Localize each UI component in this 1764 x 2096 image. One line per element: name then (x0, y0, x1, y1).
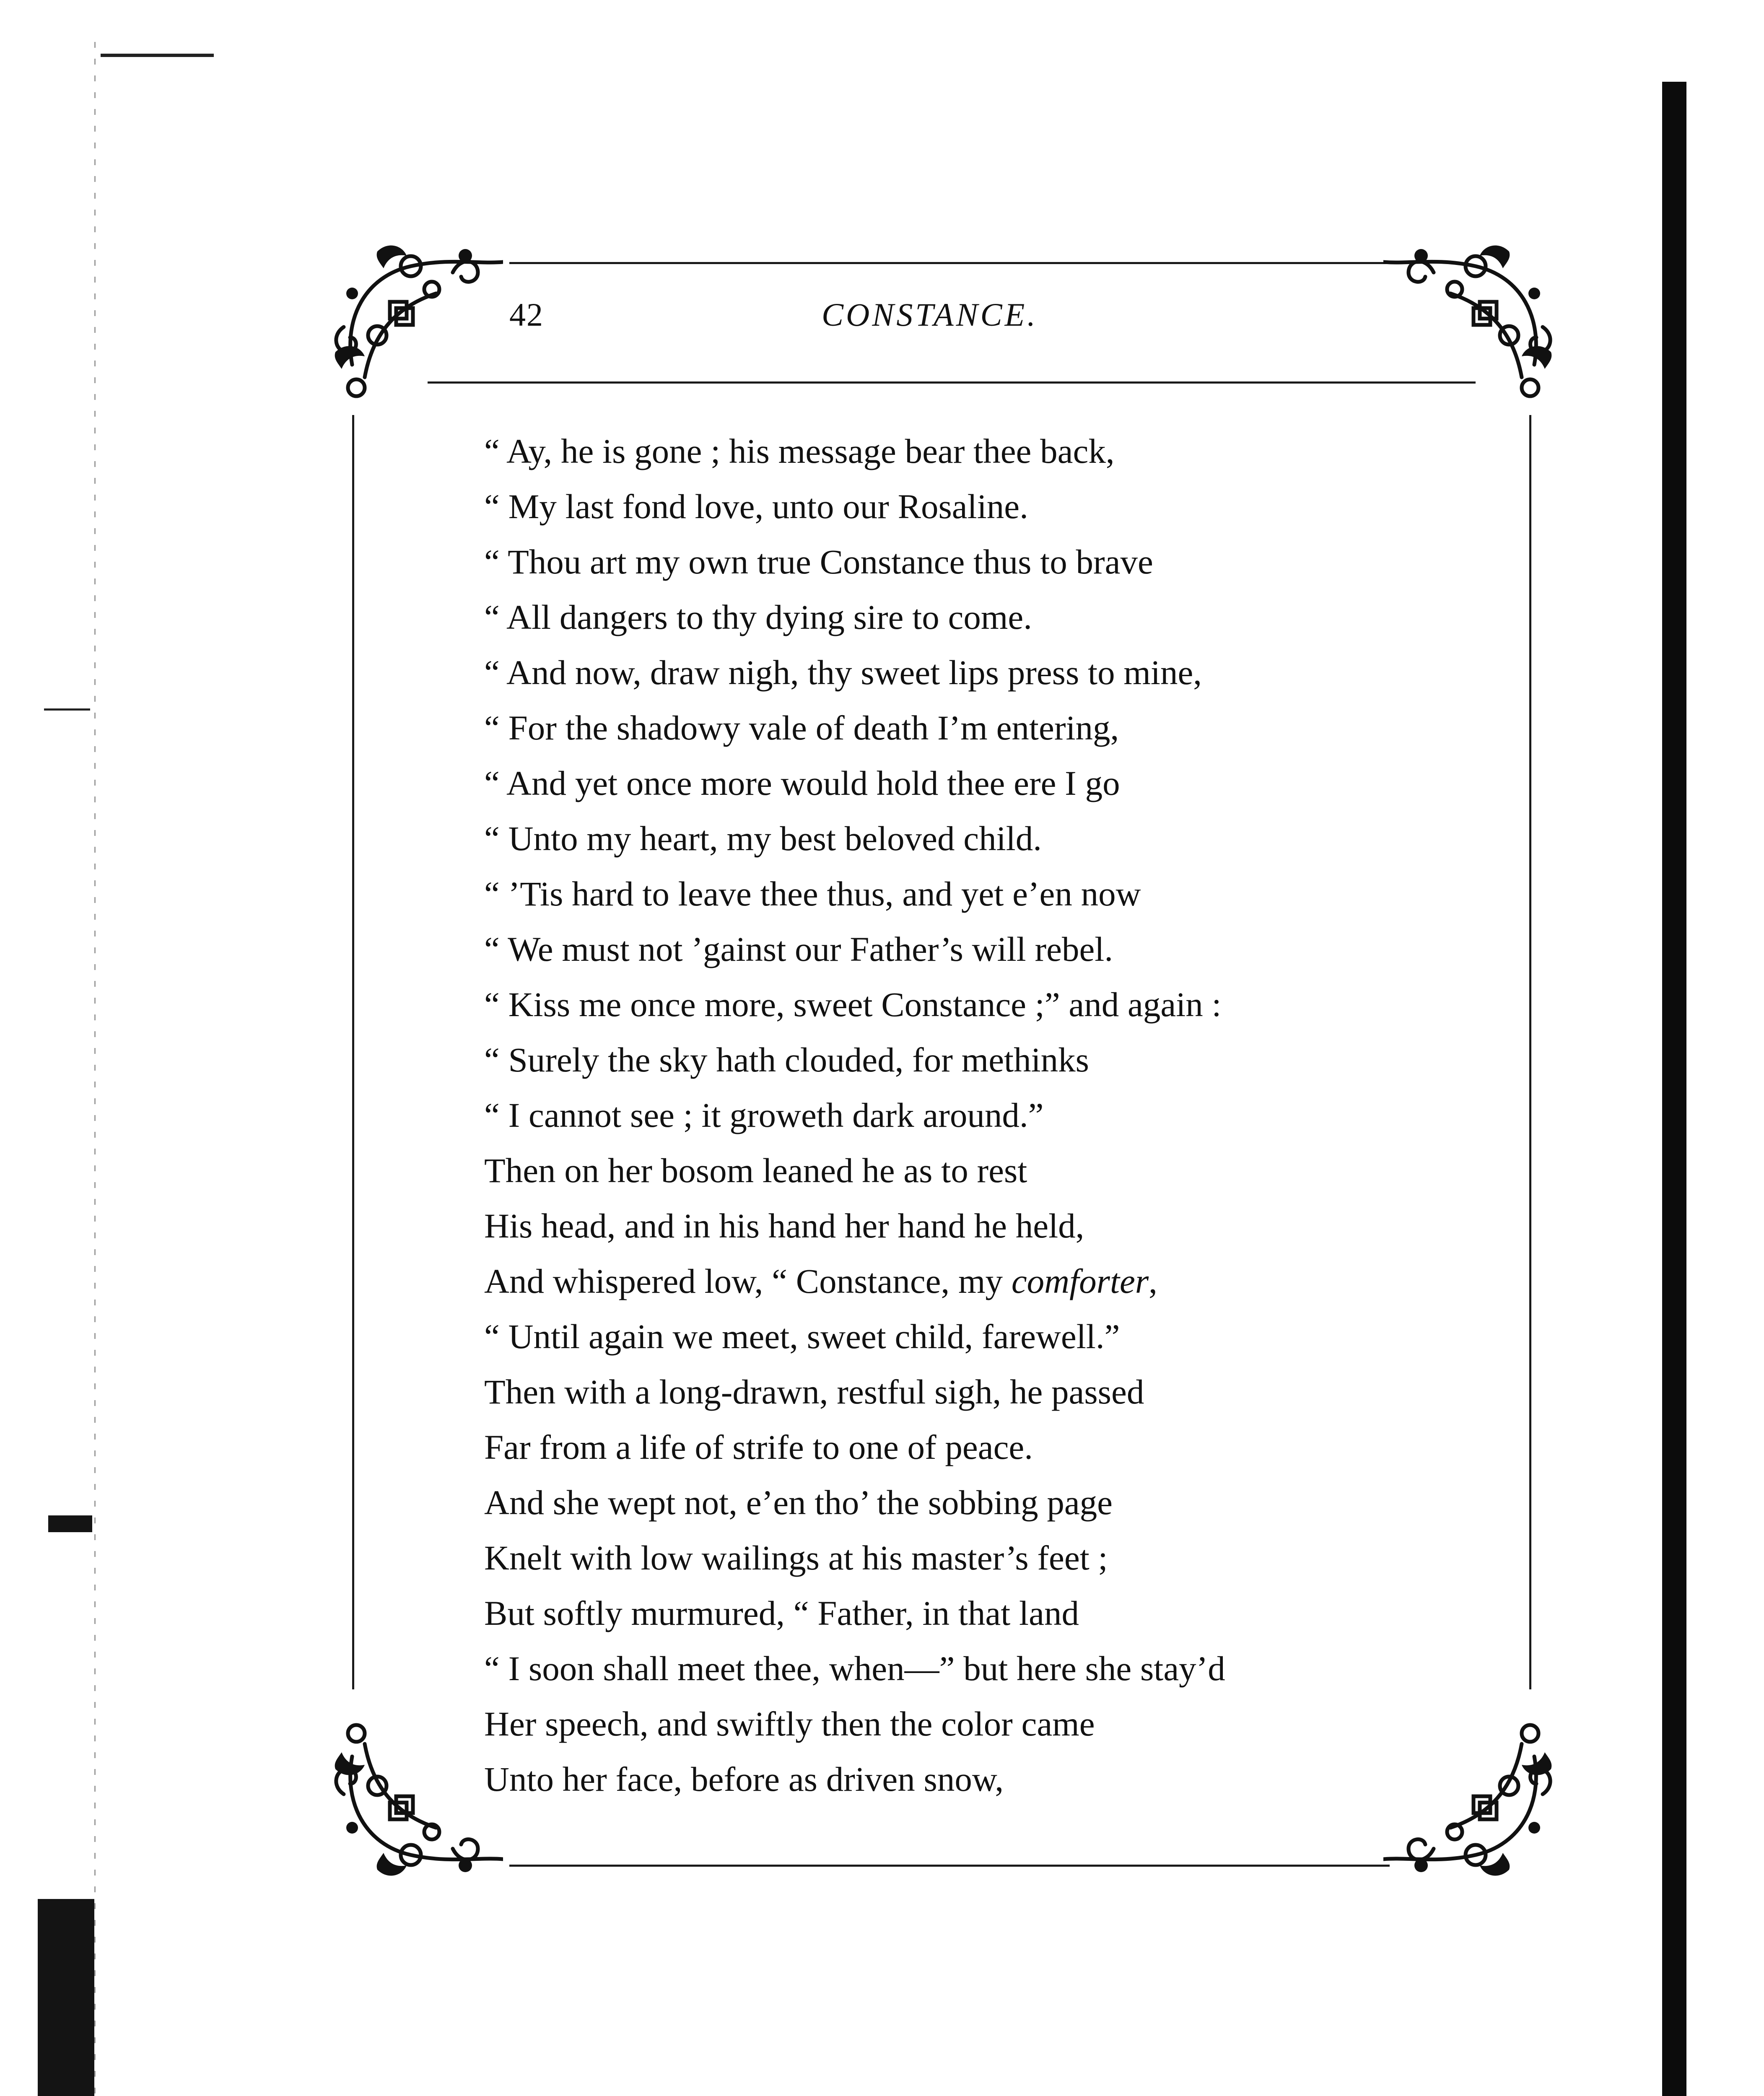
scan-block-small (48, 1515, 92, 1532)
page-number: 42 (509, 296, 544, 333)
verse-line: His head, and in his hand her hand he held, (484, 1206, 1084, 1245)
corner-ornament-top-right (1383, 226, 1559, 402)
verse-line: Then with a long-drawn, restful sigh, he passed (484, 1372, 1144, 1411)
corner-ornament-icon (327, 226, 503, 402)
verse-line: “ Surely the sky hath clouded, for methinks (484, 1040, 1089, 1079)
verse-text: And whispered low, “ Constance, my (484, 1262, 1012, 1300)
verse-line-with-emphasis (484, 1253, 1482, 1309)
verse-line: Unto her face, before as driven snow, (484, 1760, 1004, 1798)
emphasis-word: comforter (1011, 1262, 1149, 1300)
verse-line: Then on her bosom leaned he as to rest (484, 1151, 1027, 1190)
verse-line: “ Until again we meet, sweet child, farewell.” (484, 1317, 1120, 1356)
corner-ornament-bottom-left (327, 1719, 503, 1895)
frame-rule-top (509, 262, 1390, 264)
scan-mark-tick (44, 708, 90, 711)
verse-line: “ And now, draw nigh, thy sweet lips press to mine, (484, 653, 1202, 692)
verse-line: “ Thou art my own true Constance thus to brave (484, 542, 1153, 581)
verse-line: “ We must not ’gainst our Father’s will rebel. (484, 930, 1113, 968)
poem-body (484, 423, 1482, 1807)
verse-text: , (1149, 1262, 1157, 1300)
verse-line: “ I cannot see ; it groweth dark around.” (484, 1096, 1044, 1134)
verse-line: “ I soon shall meet thee, when—” but here she stay’d (484, 1649, 1225, 1688)
verse-line: “ For the shadowy vale of death I’m entering, (484, 708, 1119, 747)
scan-block (38, 1899, 94, 2096)
verse-line: “ Kiss me once more, sweet Constance ;” and again : (484, 985, 1222, 1024)
frame-rule-right (1529, 415, 1531, 1689)
frame-rule-bottom (509, 1865, 1390, 1867)
scan-mark-top (101, 54, 214, 57)
verse-line: “ Unto my heart, my best beloved child. (484, 819, 1042, 858)
corner-ornament-icon (1383, 226, 1559, 402)
binding-bar (1662, 82, 1686, 2096)
verse-line: Far from a life of strife to one of peace. (484, 1428, 1033, 1466)
header-rule (428, 381, 1476, 384)
verse-line: Knelt with low wailings at his master’s feet ; (484, 1538, 1108, 1577)
verse-line: “ Ay, he is gone ; his message bear thee back, (484, 432, 1115, 470)
verse-line: Her speech, and swiftly then the color came (484, 1704, 1095, 1743)
scan-edge-left (94, 42, 96, 2096)
verse-line: “ ’Tis hard to leave thee thus, and yet e’en now (484, 874, 1141, 913)
running-title: CONSTANCE. (822, 296, 1038, 333)
verse-line: “ All dangers to thy dying sire to come. (484, 598, 1032, 636)
frame-rule-left (352, 415, 354, 1689)
verse-line: And she wept not, e’en tho’ the sobbing page (484, 1483, 1113, 1522)
verse-line: “ And yet once more would hold thee ere I go (484, 764, 1120, 802)
verse-line: But softly murmured, “ Father, in that land (484, 1594, 1079, 1632)
corner-ornament-icon (327, 1719, 503, 1895)
verse-line: “ My last fond love, unto our Rosaline. (484, 487, 1028, 526)
corner-ornament-top-left (327, 226, 503, 402)
